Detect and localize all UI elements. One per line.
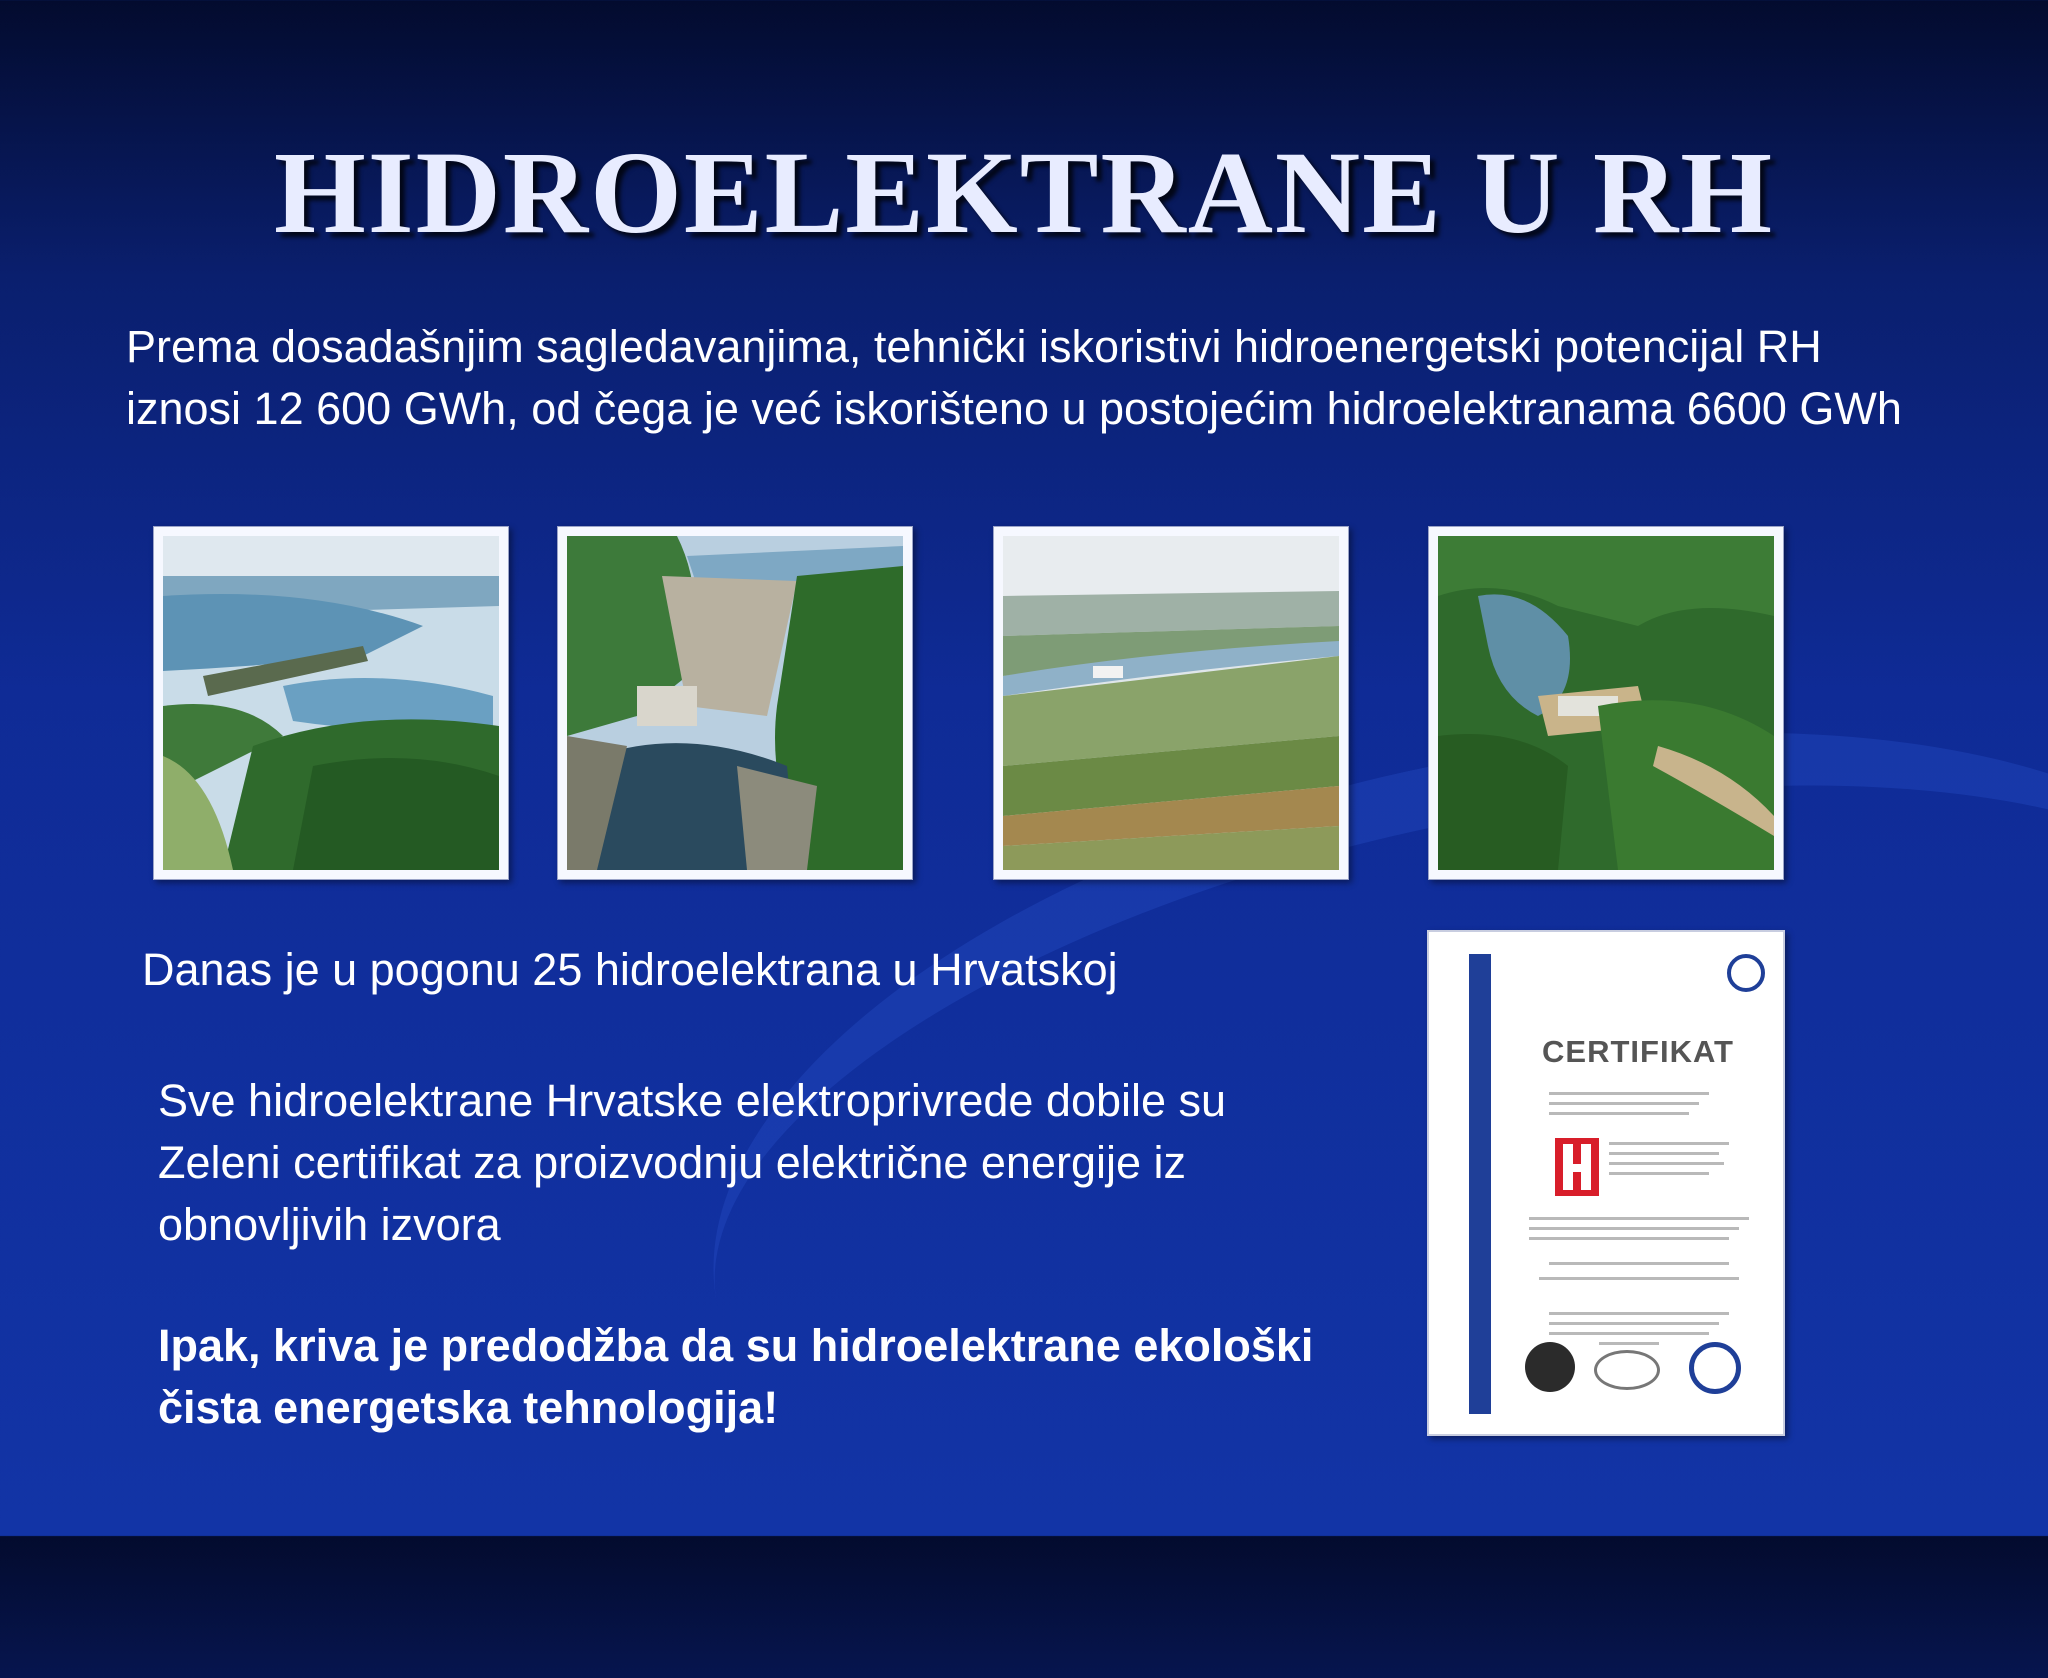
forest-reservoir-photo-icon bbox=[1438, 536, 1774, 870]
accreditation-seal-icon bbox=[1594, 1350, 1660, 1390]
company-logo-icon bbox=[1555, 1138, 1599, 1196]
slide-title: HIDROELEKTRANE U RH bbox=[273, 127, 1775, 258]
certificate-stripe bbox=[1469, 954, 1491, 1414]
photo-canyon-dam bbox=[557, 526, 913, 880]
river-valley-photo-icon bbox=[1003, 536, 1339, 870]
photo-river-valley bbox=[993, 526, 1349, 880]
green-certificate-paragraph: Sve hidroelektrane Hrvatske elektroprivrede dobile su Zeleni certifikat za proizvodnju električne energije iz obnovljivih izvora bbox=[158, 1075, 1227, 1250]
intro-paragraph: Prema dosadašnjim sagledavanjima, tehnički iskoristivi hidroenergetski potencijal RH iznosi 12 600 GWh, od čega je već iskorišteno u postojećim hidroelektranama 6600 GWh bbox=[126, 321, 1902, 434]
warning-paragraph: Ipak, kriva je predodžba da su hidroelektrane ekološki čista energetska tehnologija! bbox=[158, 1320, 1314, 1433]
canyon-dam-photo-icon bbox=[567, 536, 903, 870]
tuv-blue-seal-icon bbox=[1689, 1342, 1741, 1394]
certificate-heading: CERTIFIKAT bbox=[1542, 1034, 1734, 1069]
lake-dam-photo-icon bbox=[163, 536, 499, 870]
tuv-seal-icon bbox=[1525, 1342, 1575, 1392]
certificate-top-seal-icon bbox=[1727, 954, 1765, 992]
photo-lake-dam bbox=[153, 526, 509, 880]
certificate-document bbox=[1427, 930, 1785, 1436]
photo-forest-reservoir bbox=[1428, 526, 1784, 880]
status-line: Danas je u pogonu 25 hidroelektrana u Hrvatskoj bbox=[142, 944, 1118, 995]
